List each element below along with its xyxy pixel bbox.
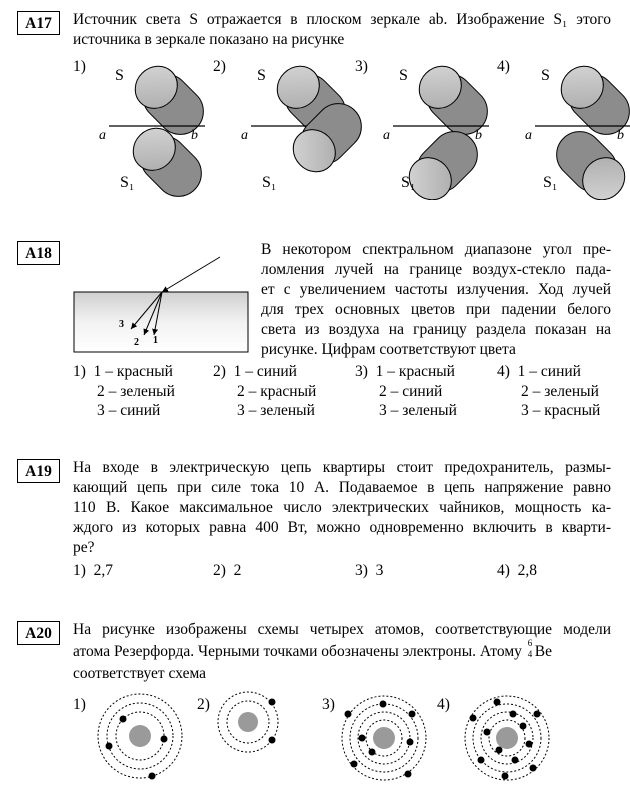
atom-scheme-3 bbox=[342, 696, 426, 780]
image-label: S₁ bbox=[543, 174, 558, 191]
a17-line1: Источник света S отражается в плоском зеркале ab. Изображение S₁ этого bbox=[73, 11, 611, 28]
source-label: S bbox=[399, 67, 408, 84]
electron bbox=[407, 739, 414, 746]
nucleus bbox=[129, 725, 151, 747]
isotope-notation: 6 4 bbox=[527, 638, 533, 660]
question-number-a18: A18 bbox=[17, 241, 60, 265]
mirror-end-b: b bbox=[191, 128, 198, 143]
mirror-end-a: a bbox=[525, 128, 532, 143]
ray-label-1: 1 bbox=[153, 335, 158, 346]
a20-line2: атома Резерфорда. Черными точками обозначены электроны. Атому 6 4 Be bbox=[73, 638, 552, 660]
electron bbox=[149, 773, 156, 780]
question-number-a20: A20 bbox=[17, 621, 60, 645]
a19-option-1: 1) 2,7 bbox=[73, 562, 114, 579]
a17-option-2-number: 2) bbox=[213, 58, 226, 75]
a20-option-1-number: 1) bbox=[73, 696, 86, 713]
mirror-end-a: a bbox=[383, 128, 390, 143]
electron bbox=[534, 711, 541, 718]
mirror-end-b: b bbox=[475, 128, 482, 143]
image-label: S₁ bbox=[120, 174, 135, 191]
nucleus bbox=[238, 712, 258, 732]
a17-option-3-number: 3) bbox=[355, 58, 368, 75]
electron bbox=[409, 711, 416, 718]
electron bbox=[530, 765, 537, 772]
a18-text: В некотором спектральном диапазоне угол пре- ломления лучей на границе воздух-стекло пада- ет с увеличением частоты излучения. Ход лучей для трех основных цветов при падении белого света из воздуха на границу раздела показан на рисунке. Цифрам соответствуют цвета bbox=[261, 241, 611, 358]
nucleus bbox=[373, 727, 395, 749]
electron bbox=[269, 737, 276, 744]
electron bbox=[502, 773, 509, 780]
electron bbox=[494, 699, 501, 706]
a20-atom-figures bbox=[0, 680, 630, 794]
image-label: S₁ bbox=[401, 174, 416, 191]
atom-scheme-1 bbox=[98, 694, 182, 780]
question-number-a17: A17 bbox=[17, 11, 60, 35]
mirror-end-a: a bbox=[241, 128, 248, 143]
a20-line3: соответствует схема bbox=[73, 665, 207, 682]
electron bbox=[512, 757, 519, 764]
electron bbox=[351, 761, 358, 768]
electron bbox=[510, 711, 517, 718]
ray-label-3: 3 bbox=[119, 319, 124, 330]
a18-option-1: 1) 1 – красный 2 – зеленый 3 – синий bbox=[73, 363, 175, 419]
source-cylinder bbox=[126, 57, 213, 144]
electron bbox=[269, 699, 276, 706]
electron bbox=[484, 729, 491, 736]
a20-option-3-number: 3) bbox=[322, 696, 335, 713]
atom-scheme-2 bbox=[218, 692, 278, 752]
a19-text: На входе в электрическую цепь квартиры стоит предохранитель, размы- кающий цепь при силе тока 10 А. Подаваемое в цепь напряжение равно 110 В. Какое максимальное число электрических чайников, мощность ка- ждого из которых равна 400 Вт, можно одновременно включить в кварти- ре? bbox=[73, 459, 611, 556]
incident-ray bbox=[162, 257, 220, 292]
a19-option-3: 3) 3 bbox=[355, 562, 384, 579]
a17-line2: источника в зеркале показано на рисунке bbox=[73, 31, 345, 48]
source-label: S bbox=[541, 67, 550, 84]
atom-scheme-4 bbox=[465, 696, 549, 780]
mirror-end-b: b bbox=[617, 128, 624, 143]
electron bbox=[161, 736, 168, 743]
a17-option-4-figure bbox=[525, 57, 630, 200]
electron bbox=[106, 743, 113, 750]
electron bbox=[345, 711, 352, 718]
glass-block bbox=[74, 292, 248, 352]
electron bbox=[478, 757, 485, 764]
a17-option-1-number: 1) bbox=[73, 58, 86, 75]
a18-option-2: 2) 1 – синий 2 – красный 3 – зеленый bbox=[213, 363, 317, 419]
ray-label-2: 2 bbox=[134, 337, 139, 348]
a17-mirror-figures bbox=[0, 50, 630, 200]
electron bbox=[405, 771, 412, 778]
a17-option-1-figure bbox=[99, 57, 213, 200]
a17-option-3-figure bbox=[383, 57, 497, 200]
a18-option-3: 3) 1 – красный 2 – синий 3 – зеленый bbox=[355, 363, 457, 419]
electron bbox=[380, 701, 387, 708]
electron bbox=[120, 716, 127, 723]
question-number-a19: A19 bbox=[17, 459, 60, 483]
source-cylinder bbox=[410, 57, 497, 144]
a20-option-2-number: 2) bbox=[197, 696, 210, 713]
a18-option-4: 4) 1 – синий 2 – зеленый 3 – красный bbox=[497, 363, 601, 419]
electron bbox=[359, 735, 366, 742]
a20-option-4-number: 4) bbox=[437, 696, 450, 713]
image-label: S₁ bbox=[262, 174, 277, 191]
a17-option-2-figure bbox=[241, 57, 371, 191]
a19-option-4: 4) 2,8 bbox=[497, 562, 538, 579]
electron bbox=[496, 747, 503, 754]
nucleus bbox=[496, 727, 518, 749]
a20-line1: На рисунке изображены схемы четырех атомов, соответствующие модели bbox=[73, 621, 611, 638]
a19-option-2: 2) 2 bbox=[213, 562, 242, 579]
a17-option-4-number: 4) bbox=[497, 58, 510, 75]
electron bbox=[470, 715, 477, 722]
electron bbox=[520, 723, 527, 730]
source-label: S bbox=[115, 67, 124, 84]
a18-refraction-figure bbox=[72, 255, 252, 355]
electron bbox=[369, 749, 376, 756]
mirror-end-a: a bbox=[99, 128, 106, 143]
electron bbox=[526, 741, 533, 748]
source-label: S bbox=[257, 67, 266, 84]
